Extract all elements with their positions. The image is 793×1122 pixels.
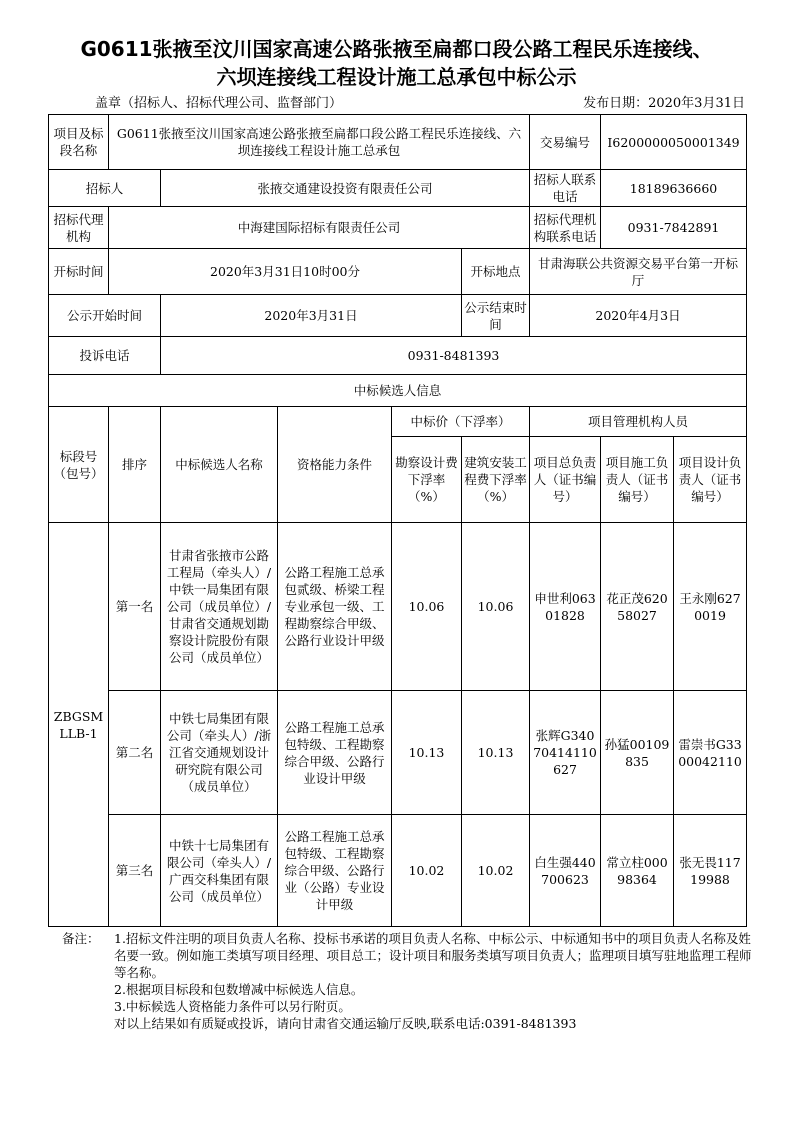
bid-notice-table: [48, 114, 747, 927]
header-survey-rate: 勘察设计费下浮率（%）: [392, 437, 462, 523]
notice-end-label: 公示结束时间: [462, 295, 530, 337]
agent-phone-value: 0931-7842891: [601, 207, 747, 249]
candidate-build-rate: 10.13: [462, 691, 530, 815]
note-1: 1.招标文件注明的项目负责人名称、投标书承诺的项目负责人名称、中标公示、中标通知书中的项目负责人名称及姓名要一致。例如施工类填写项目经理、项目总工；设计项目和服务类填写项目负责人；监理项目填写驻地监理工程师等名称。: [114, 931, 752, 980]
candidate-survey-rate: 10.06: [392, 523, 462, 691]
candidate-qual: 公路工程施工总承包特级、工程勘察综合甲级、公路行业（公路）专业设计甲级: [278, 815, 392, 927]
candidate-dm: 雷崇书G3300042110: [674, 691, 747, 815]
open-place-value: 甘肃海联公共资源交易平台第一开标厅: [530, 249, 747, 295]
lot-number: ZBGSMLLB-1: [49, 523, 109, 927]
open-time-value: 2020年3月31日10时00分: [109, 249, 462, 295]
candidate-rank: 第三名: [109, 815, 161, 927]
candidate-name: 中铁七局集团有限公司（牵头人）/浙江省交通规划设计研究院有限公司（成员单位）: [161, 691, 278, 815]
header-qual: 资格能力条件: [278, 407, 392, 523]
open-time-label: 开标时间: [49, 249, 109, 295]
candidate-survey-rate: 10.13: [392, 691, 462, 815]
trade-no-value: I6200000050001349: [601, 115, 747, 170]
header-build-rate: 建筑安装工程费下浮率（%）: [462, 437, 530, 523]
notes: [62, 930, 752, 1032]
publish-date: 发布日期：2020年3月31日: [583, 96, 745, 111]
candidate-name: 中铁十七局集团有限公司（牵头人）/广西交科集团有限公司（成员单位）: [161, 815, 278, 927]
candidate-qual: 公路工程施工总承包贰级、桥梁工程专业承包一级、工程勘察综合甲级、公路行业设计甲级: [278, 523, 392, 691]
agent-label: 招标代理机构: [49, 207, 109, 249]
candidate-cm: 孙猛00109835: [601, 691, 674, 815]
header-rank: 排序: [109, 407, 161, 523]
notice-end-value: 2020年4月3日: [530, 295, 747, 337]
notice-start-label: 公示开始时间: [49, 295, 161, 337]
candidate-build-rate: 10.02: [462, 815, 530, 927]
trade-no-label: 交易编号: [530, 115, 601, 170]
tenderer-phone-label: 招标人联系电话: [530, 170, 601, 207]
tenderer-phone-value: 18189636660: [601, 170, 747, 207]
candidate-dm: 张无畏11719988: [674, 815, 747, 927]
complaint-value: 0931-8481393: [161, 337, 747, 375]
agent-phone-label: 招标代理机构联系电话: [530, 207, 601, 249]
candidate-qual: 公路工程施工总承包特级、工程勘察综合甲级、公路行业设计甲级: [278, 691, 392, 815]
tenderer-value: 张掖交通建设投资有限责任公司: [161, 170, 530, 207]
candidate-pm: 张辉G34070414110627: [530, 691, 601, 815]
header-staff: 项目管理机构人员: [530, 407, 747, 437]
header-cm: 项目施工负责人（证书编号）: [601, 437, 674, 523]
complaint-label: 投诉电话: [49, 337, 161, 375]
candidate-cm: 花正茂62058027: [601, 523, 674, 691]
candidate-dm: 王永刚6270019: [674, 523, 747, 691]
candidate-cm: 常立柱00098364: [601, 815, 674, 927]
tenderer-label: 招标人: [49, 170, 161, 207]
header-dm: 项目设计负责人（证书编号）: [674, 437, 747, 523]
candidate-rank: 第一名: [109, 523, 161, 691]
notes-label: 备注：: [62, 931, 100, 946]
section-title: 中标候选人信息: [49, 375, 747, 407]
page-title-line2: 六坝连接线工程设计施工总承包中标公示: [216, 65, 577, 89]
candidate-survey-rate: 10.02: [392, 815, 462, 927]
note-4: 对以上结果如有质疑或投诉，请向甘肃省交通运输厅反映,联系电话:0391-8481393: [114, 1016, 577, 1031]
page-title-line1: G0611张掖至汶川国家高速公路张掖至扁都口段公路工程民乐连接线、: [80, 37, 713, 61]
candidate-pm: 申世利06301828: [530, 523, 601, 691]
candidate-pm: 白生强440700623: [530, 815, 601, 927]
seal-note: 盖章（招标人、招标代理公司、监督部门）: [95, 96, 343, 111]
notice-start-value: 2020年3月31日: [161, 295, 462, 337]
note-2: 2.根据项目标段和包数增减中标候选人信息。: [114, 982, 364, 997]
header-lot: 标段号（包号）: [49, 407, 109, 523]
note-3: 3.中标候选人资格能力条件可以另行附页。: [114, 999, 351, 1014]
project-value: G0611张掖至汶川国家高速公路张掖至扁都口段公路工程民乐连接线、六坝连接线工程设计施工总承包: [109, 115, 530, 170]
agent-value: 中海建国际招标有限责任公司: [109, 207, 530, 249]
header-pm: 项目总负责人（证书编号）: [530, 437, 601, 523]
open-place-label: 开标地点: [462, 249, 530, 295]
project-label: 项目及标段名称: [49, 115, 109, 170]
candidate-name: 甘肃省张掖市公路工程局（牵头人）/中铁一局集团有限公司（成员单位）/甘肃省交通规划勘察设计院股份有限公司（成员单位）: [161, 523, 278, 691]
candidate-rank: 第二名: [109, 691, 161, 815]
candidate-build-rate: 10.06: [462, 523, 530, 691]
header-price: 中标价（下浮率）: [392, 407, 530, 437]
header-name: 中标候选人名称: [161, 407, 278, 523]
